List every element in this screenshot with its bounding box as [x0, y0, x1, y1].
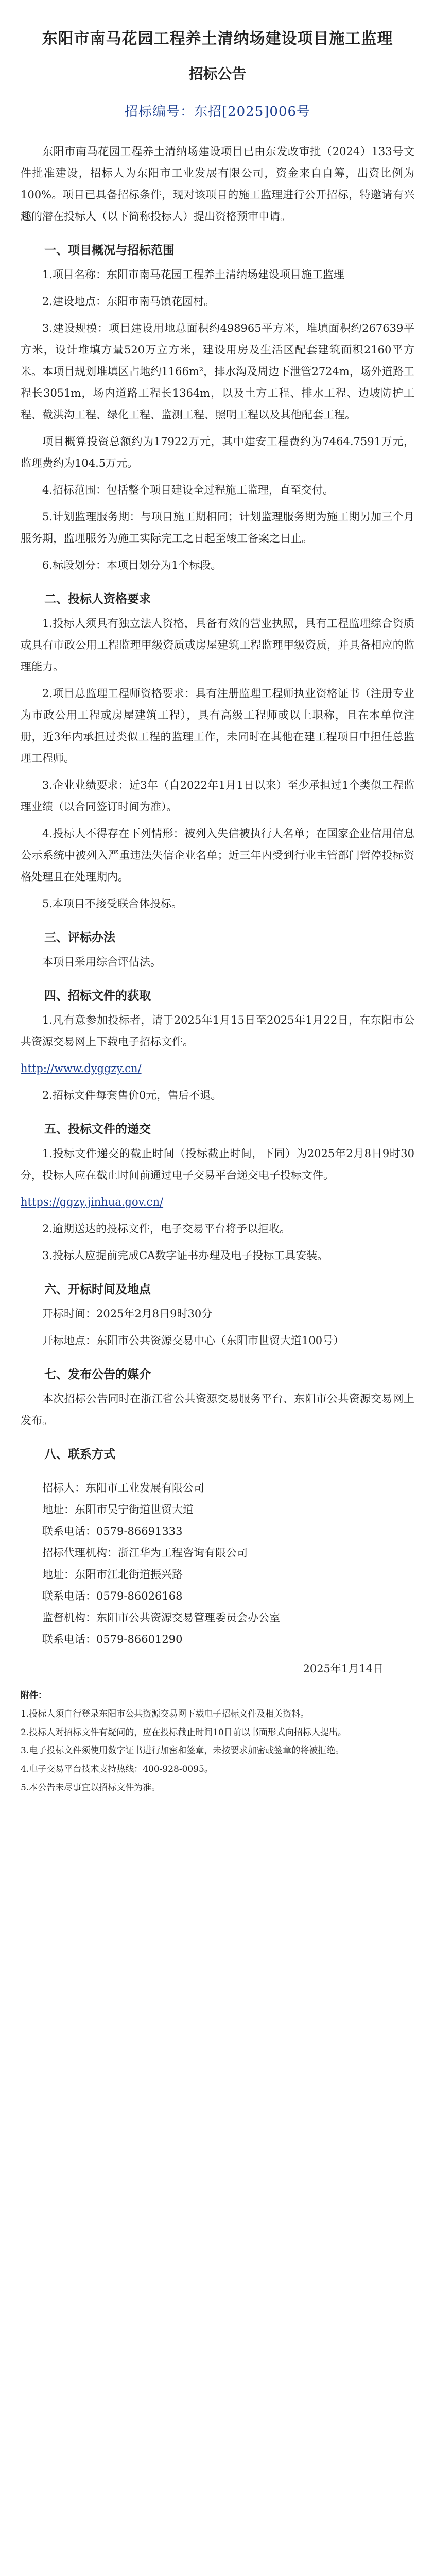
section-2-title: 二、投标人资格要求 — [44, 592, 151, 606]
section-6-item: 开标地点：东阳市公共资源交易中心（东阳市世贸大道100号） — [42, 1334, 344, 1347]
section-5-title: 五、投标文件的递交 — [44, 1122, 151, 1136]
bid-number: 招标编号：东招[2025]006号 — [124, 104, 311, 120]
section-4-item: 1.凡有意参加投标者，请于2025年1月15日至2025年1月22日，在东阳市公共资源交易网上下载电子招标文件。 — [21, 1014, 414, 1048]
supervisor-phone: 联系电话：0579-86601290 — [42, 1633, 183, 1646]
section-1-item: 项目概算投资总额约为17922万元，其中建安工程费约为7464.7591万元，监理费约为104.5万元。 — [21, 435, 414, 469]
agent-phone: 联系电话：0579-86026168 — [42, 1590, 183, 1602]
section-1-item: 2.建设地点：东阳市南马镇花园村。 — [42, 295, 215, 308]
section-2-item: 2.项目总监理工程师资格要求：具有注册监理工程师执业资格证书（注册专业为市政公用工程或房屋建筑工程），具有高级工程师或以上职称，且在本单位注册，近3年内承担过类似工程的监理工作，未同时在其他在建工程项目中担任总监理工程师。 — [21, 687, 414, 765]
section-4-item: 2.招标文件每套售价0元，售后不退。 — [42, 1089, 222, 1101]
contact-block — [21, 1477, 414, 1650]
platform-link[interactable]: https://ggzy.jinhua.gov.cn/ — [21, 1196, 164, 1208]
section-1-item: 3.建设规模：项目建设用地总面积约498965平方米，堆填面积约267639平方米，设计堆填方量520万立方米，建设用房及生活区配套建筑面积2160平方米。本项目规划堆填区占地约1166m²，排水沟及周边下泄管2724m，场外道路工程长3051m，场内道路工程长1364m，以及土方工程、排水工程、边坡防护工程、截洪沟工程、绿化工程、监测工程、照明工程以及其他配套工程。 — [21, 322, 414, 421]
notes-title: 附件： — [21, 1690, 47, 1701]
section-1-item: 1.项目名称：东阳市南马花园工程养土清纳场建设项目施工监理 — [42, 268, 345, 281]
tenderer-name: 招标人：东阳市工业发展有限公司 — [42, 1482, 204, 1494]
section-6-item: 开标时间：2025年2月8日9时30分 — [42, 1308, 213, 1320]
section-8-title: 八、联系方式 — [44, 1447, 115, 1461]
section-5-item: 3.投标人应提前完成CA数字证书办理及电子投标工具安装。 — [42, 1249, 328, 1262]
section-2-item: 4.投标人不得存在下列情形：被列入失信被执行人名单；在国家企业信用信息公示系统中被列入严重违法失信企业名单；近三年内受到行业主管部门暂停投标资格处理且在处理期内。 — [21, 827, 414, 883]
supervisor-name: 监督机构：东阳市公共资源交易管理委员会办公室 — [42, 1612, 280, 1624]
document-title: 东阳市南马花园工程养土清纳场建设项目施工监理 — [42, 30, 393, 48]
note-item: 3.电子投标文件须使用数字证书进行加密和签章，未按要求加密或签章的将被拒绝。 — [21, 1745, 344, 1756]
document-subtitle: 招标公告 — [188, 65, 247, 82]
section-4-title: 四、招标文件的获取 — [44, 989, 151, 1003]
agent-address: 地址：东阳市江北街道振兴路 — [42, 1568, 183, 1581]
agent-name: 招标代理机构：浙江华为工程咨询有限公司 — [42, 1547, 248, 1559]
section-3-title: 三、评标办法 — [44, 930, 115, 944]
note-item: 1.投标人须自行登录东阳市公共资源交易网下载电子招标文件及相关资料。 — [21, 1708, 309, 1719]
notes-block — [21, 1688, 414, 1796]
tenderer-phone: 联系电话：0579-86691333 — [42, 1525, 183, 1537]
section-1-item: 6.标段划分：本项目划分为1个标段。 — [42, 559, 222, 571]
platform-link-row — [21, 1191, 414, 1213]
portal-link[interactable]: http://www.dyggzy.cn/ — [21, 1062, 142, 1075]
section-1-item: 5.计划监理服务期：与项目施工期相同；计划监理服务期为施工期另加三个月服务期，监理服务为施工实际完工之日起至竣工备案之日止。 — [21, 511, 414, 545]
publish-date: 2025年1月14日 — [303, 1663, 384, 1675]
tenderer-address: 地址：东阳市吴宁街道世贸大道 — [42, 1503, 194, 1516]
section-1-item: 4.招标范围：包括整个项目建设全过程施工监理，直至交付。 — [42, 484, 334, 496]
section-5-item: 2.逾期送达的投标文件，电子交易平台将予以拒收。 — [42, 1223, 291, 1235]
section-2-item: 5.本项目不接受联合体投标。 — [42, 897, 183, 910]
section-5-item: 1.投标文件递交的截止时间（投标截止时间，下同）为2025年2月8日9时30分，投标人应在截止时间前通过电子交易平台递交电子投标文件。 — [21, 1147, 414, 1181]
section-7-title: 七、发布公告的媒介 — [44, 1367, 151, 1381]
section-1-title: 一、项目概况与招标范围 — [44, 243, 175, 257]
section-2-item: 1.投标人须具有独立法人资格，具备有效的营业执照，具有工程监理综合资质或具有市政公用工程监理甲级资质或房屋建筑工程监理甲级资质，并具备相应的监理能力。 — [21, 617, 414, 673]
note-item: 5.本公告未尽事宜以招标文件为准。 — [21, 1782, 161, 1793]
portal-link-row — [21, 1058, 414, 1079]
section-7-item: 本次招标公告同时在浙江省公共资源交易服务平台、东阳市公共资源交易网上发布。 — [21, 1393, 414, 1427]
note-item: 2.投标人对招标文件有疑问的，应在投标截止时间10日前以书面形式向招标人提出。 — [21, 1727, 346, 1738]
note-item: 4.电子交易平台技术支持热线：400-928-0095。 — [21, 1764, 213, 1774]
section-3-item: 本项目采用综合评估法。 — [42, 956, 161, 968]
intro-paragraph: 东阳市南马花园工程养土清纳场建设项目已由东发改审批（2024）133号文件批准建设，招标人为东阳市工业发展有限公司，资金来自自筹，出资比例为100%。项目已具备招标条件，现对该项目的施工监理进行公开招标，特邀请有兴趣的潜在投标人（以下简称投标人）提出资格预审申请。 — [21, 145, 414, 223]
section-2-item: 3.企业业绩要求：近3年（自2022年1月1日以来）至少承担过1个类似工程监理业绩（以合同签订时间为准）。 — [21, 779, 414, 813]
section-6-title: 六、开标时间及地点 — [44, 1282, 151, 1296]
